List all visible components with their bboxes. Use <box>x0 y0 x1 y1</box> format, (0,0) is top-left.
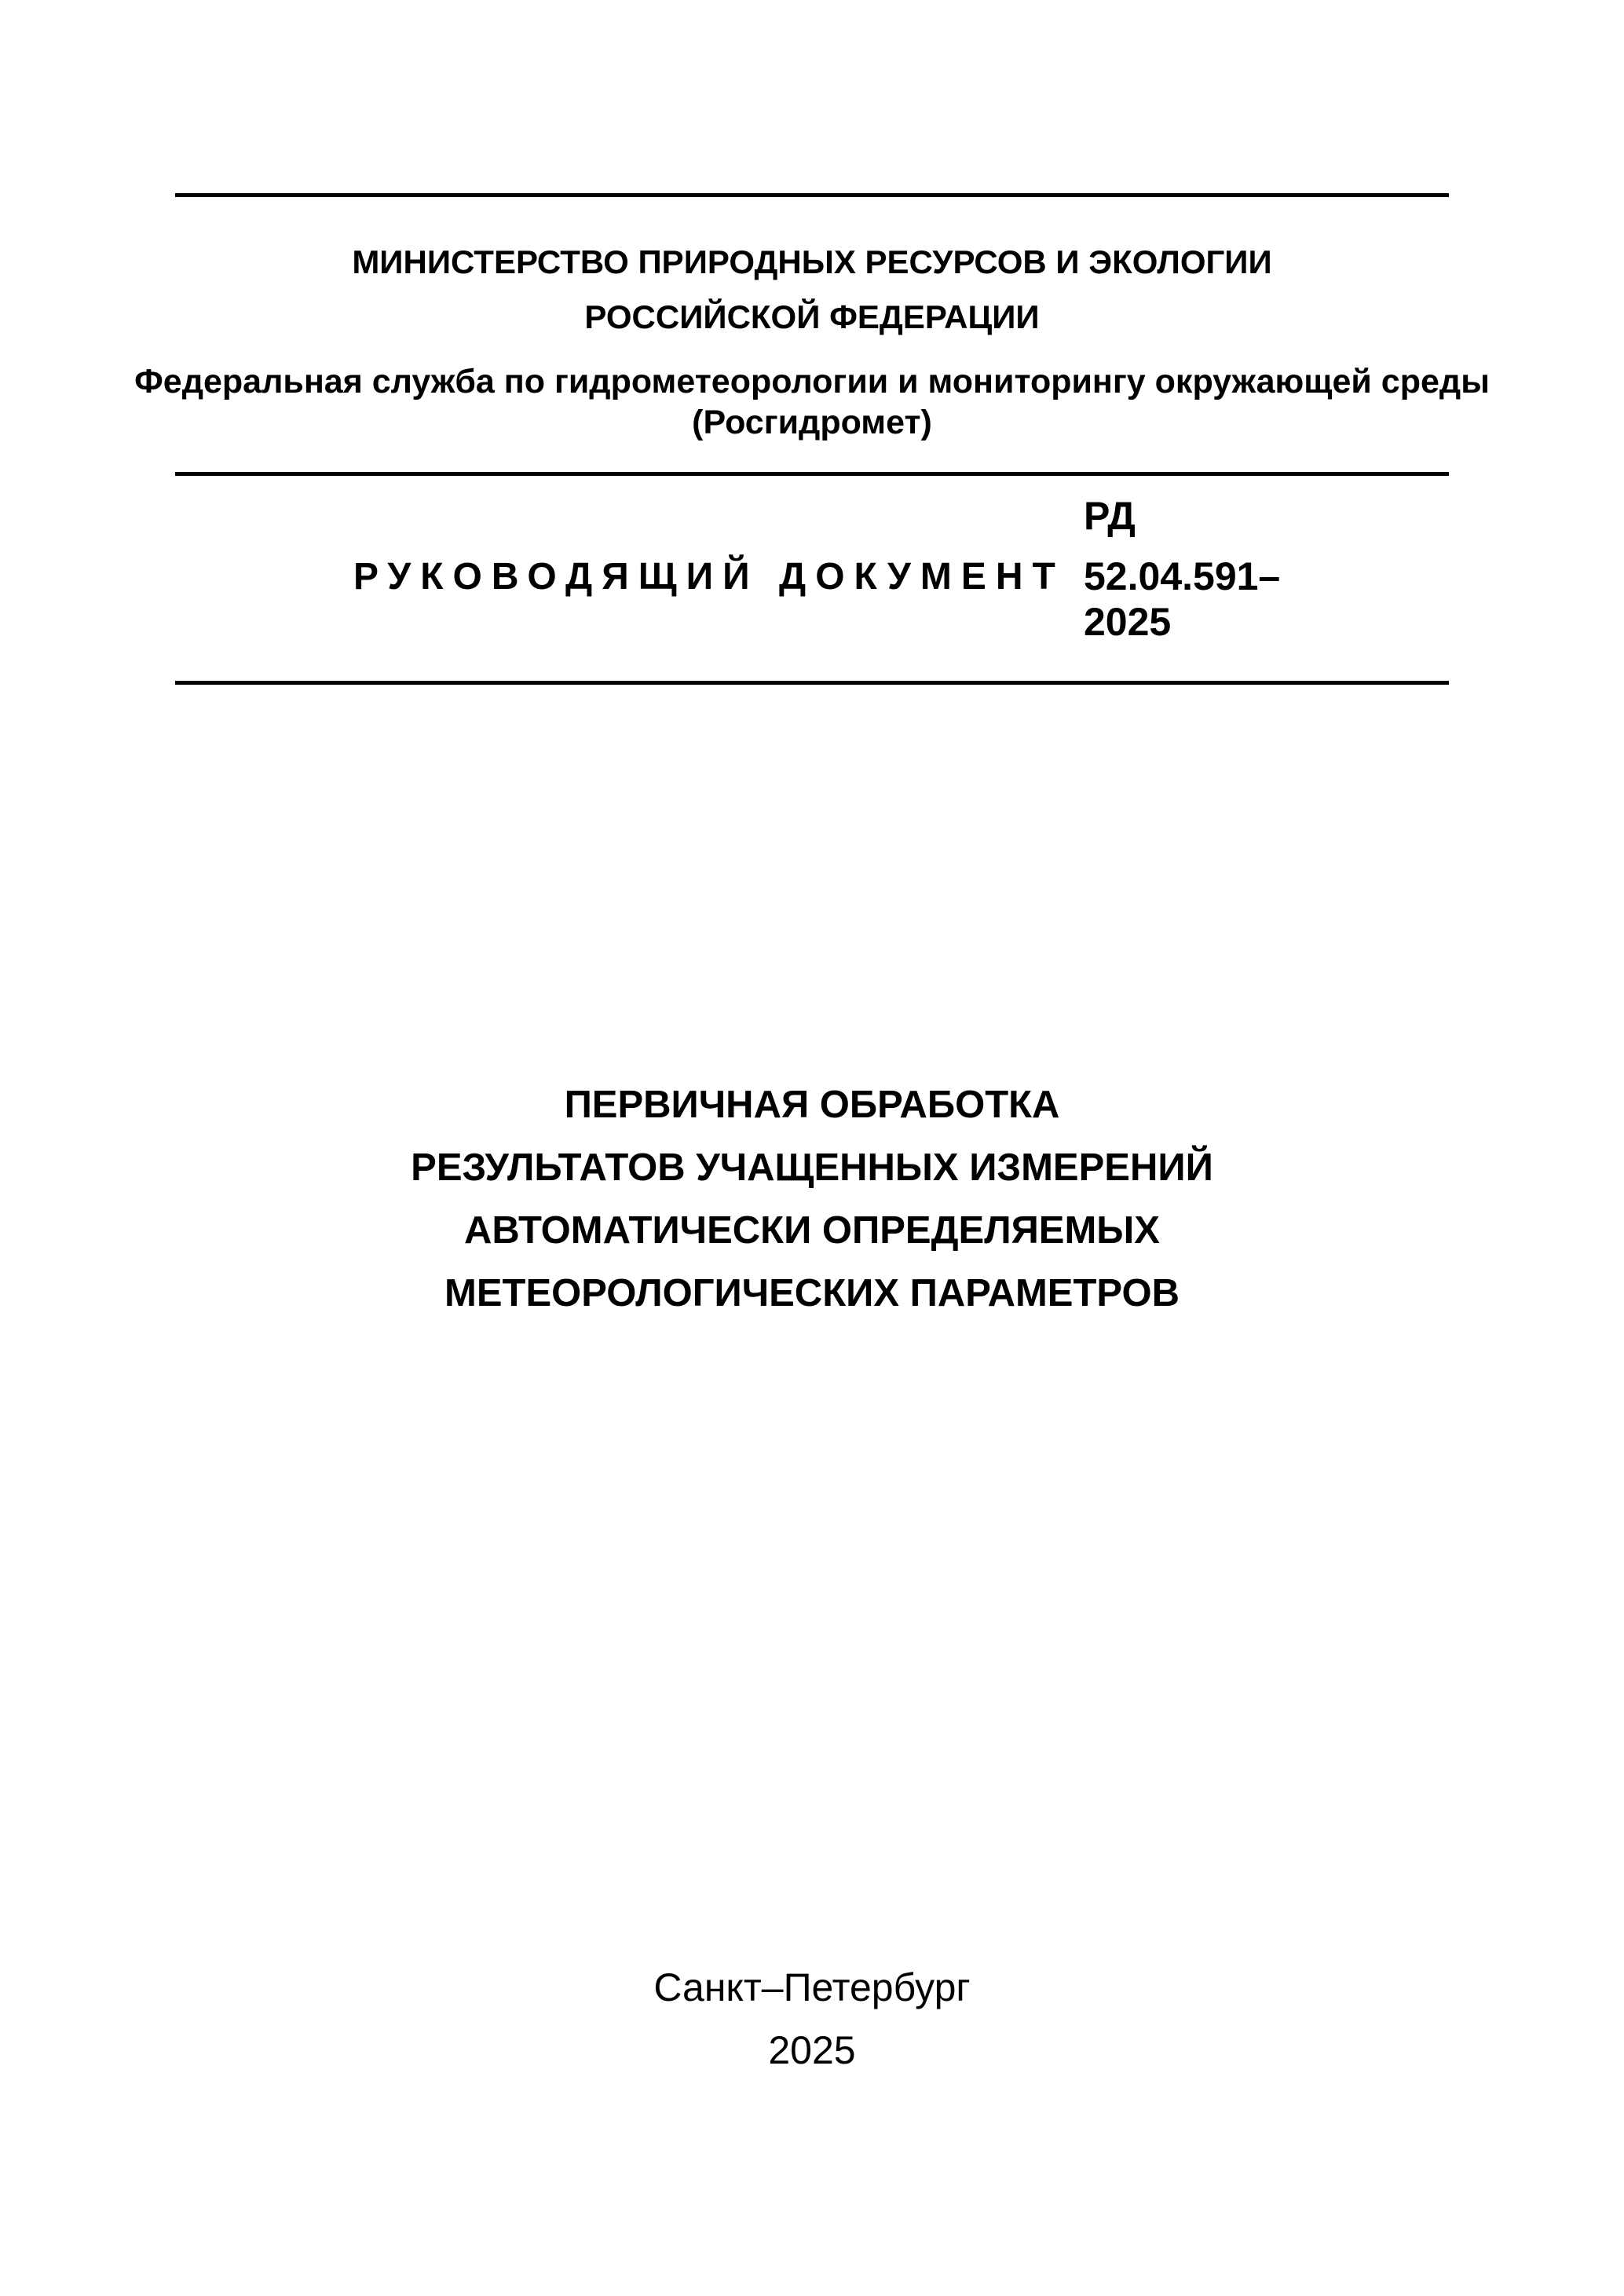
title-line-1: ПЕРВИЧНАЯ ОБРАБОТКА <box>564 1084 1060 1126</box>
document-title <box>0 1073 1624 1325</box>
horizontal-rule-middle <box>175 472 1449 476</box>
agency-header <box>0 361 1624 443</box>
imprint-year: 2025 <box>768 2028 856 2072</box>
title-line-4: МЕТЕОРОЛОГИЧЕСКИХ ПАРАМЕТРОВ <box>444 1272 1180 1314</box>
document-number-year: 2025 <box>1084 600 1172 644</box>
title-line-3: АВТОМАТИЧЕСКИ ОПРЕДЕЛЯЕМЫХ <box>464 1209 1160 1252</box>
imprint-city: Санкт–Петербург <box>653 1965 971 2009</box>
ministry-line-2: РОССИЙСКОЙ ФЕДЕРАЦИИ <box>584 298 1040 335</box>
ministry-line-1: МИНИСТЕРСТВО ПРИРОДНЫХ РЕСУРСОВ И ЭКОЛОГИИ <box>352 243 1272 280</box>
title-line-2: РЕЗУЛЬТАТОВ УЧАЩЕННЫХ ИЗМЕРЕНИЙ <box>411 1146 1213 1189</box>
document-number-prefix: РД <box>1084 494 1136 538</box>
ministry-header <box>0 235 1624 345</box>
imprint <box>0 1956 1624 2082</box>
document-type-label: РУКОВОДЯЩИЙ ДОКУМЕНТ <box>353 556 1065 598</box>
horizontal-rule-top <box>175 193 1449 197</box>
horizontal-rule-bottom <box>175 681 1449 685</box>
agency-line-2: (Росгидромет) <box>692 404 932 441</box>
document-number-code: 52.04.591– <box>1084 554 1281 598</box>
agency-line-1: Федеральная служба по гидрометеорологии и мониторингу окружающей среды <box>134 363 1490 400</box>
